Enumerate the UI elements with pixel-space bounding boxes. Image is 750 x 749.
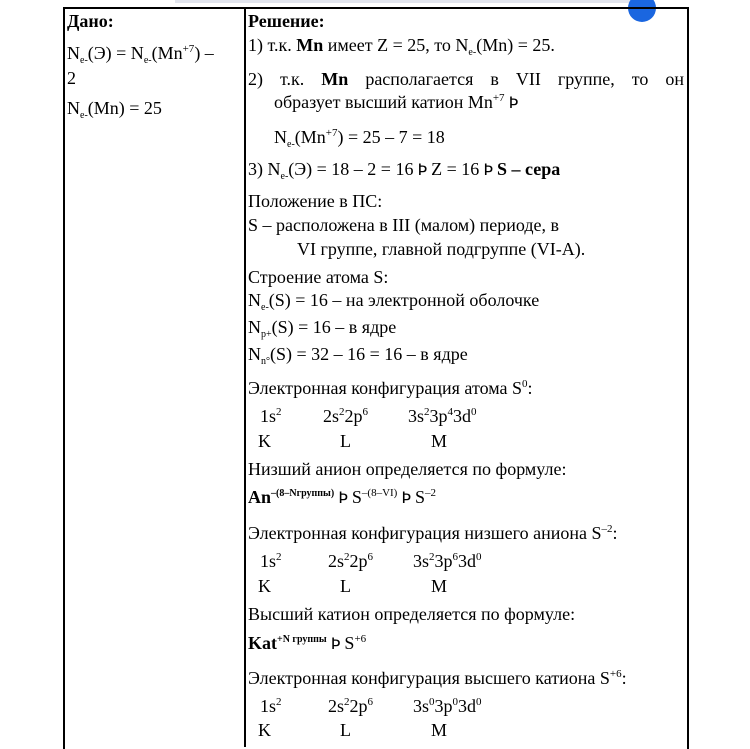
step-2-line-2: образует высший катион $Mn^{+7}$ Þ xyxy=(274,92,519,112)
anion-shell-m: M xyxy=(431,576,448,596)
given-line-2: $N_{e-}(Mn) = 25$ xyxy=(67,98,162,121)
step-1: 1) т.к. Mn имеет Z = 25, то $N_{e-}(Mn) = 25$. xyxy=(248,35,555,58)
atom-shell-k: K xyxy=(258,431,271,451)
anion-config-title: Электронная конфигурация низшего аниона $S^{-2}$: xyxy=(248,523,618,543)
implies-arrow: Þ xyxy=(508,93,519,112)
step-2-equation: $N_{e-}(Mn^{+7}) = 25 - 7 = 18$ xyxy=(274,127,445,150)
structure-title: Строение атома S: xyxy=(248,267,389,287)
position-title: Положение в ПС: xyxy=(248,191,383,211)
atom-config-m: $3s^23p^43d^0$ xyxy=(408,406,477,426)
structure-neutrons: $N_{n^\circ}(S) = 32 - 16 = 16 - в$ ядре xyxy=(248,344,468,367)
cation-shell-l: L xyxy=(340,720,351,740)
anion-shell-l: L xyxy=(340,576,351,596)
atom-config-title: Электронная конфигурация атома $S^0$: xyxy=(248,378,533,398)
structure-electrons: $N_{e-}(S) = 16$ – на электронной оболочке xyxy=(248,290,540,313)
given-line-1: $N_{e-}(Э) = N_{e-}(Mn^{+7})$ – xyxy=(67,43,214,66)
anion-config-k: $1s^2$ xyxy=(260,551,282,571)
position-line-1: S – расположена в III (малом) периоде, в xyxy=(248,215,560,235)
cation-config-m: $3s^03p^03d^0$ xyxy=(413,696,482,716)
cation-formula: Kat$^{+N группы}$ Þ $S^{+6}$ xyxy=(248,633,367,653)
step-2-line-1: 2) т.к. Mn располагается в VII группе, то он xyxy=(248,69,685,89)
anion-shell-k: K xyxy=(258,576,271,596)
solution-title: Решение: xyxy=(248,11,325,31)
anion-config-m: $3s^23p^63d^0$ xyxy=(413,551,482,571)
column-divider xyxy=(244,7,246,747)
anion-title: Низший анион определяется по формуле: xyxy=(248,459,567,479)
atom-config-k: $1s^2$ xyxy=(260,406,282,426)
anion-formula: $An^{-(8-Nгруппы)}$ Þ $S^{-(8-VI)}$ Þ $S^{-2}$ xyxy=(248,487,437,507)
anion-config-l: $2s^22p^6$ xyxy=(328,551,374,571)
structure-protons: $N_{p+}(S) = 16 - в$ ядре xyxy=(248,317,397,340)
step-3: 3) $N_{e-}(Э) = 18 - 2 = 16$ Þ Z = 16 Þ S – сера xyxy=(248,159,561,182)
cation-shell-k: K xyxy=(258,720,271,740)
cation-config-k: $1s^2$ xyxy=(260,696,282,716)
cation-config-l: $2s^22p^6$ xyxy=(328,696,374,716)
given-title: Дано: xyxy=(67,11,114,31)
given-line-1-cont: 2 xyxy=(67,68,76,88)
atom-shell-l: L xyxy=(340,431,351,451)
cation-title: Высший катион определяется по формуле: xyxy=(248,604,576,624)
position-line-2: VI группе, главной подгруппе (VI-А). xyxy=(297,239,586,259)
atom-shell-m: M xyxy=(431,431,448,451)
top-scroll-edge xyxy=(175,0,645,3)
cation-shell-m: M xyxy=(431,720,448,740)
cation-config-title: Электронная конфигурация высшего катиона $S^{+6}$: xyxy=(248,668,627,688)
atom-config-l: $2s^22p^6$ xyxy=(323,406,369,426)
